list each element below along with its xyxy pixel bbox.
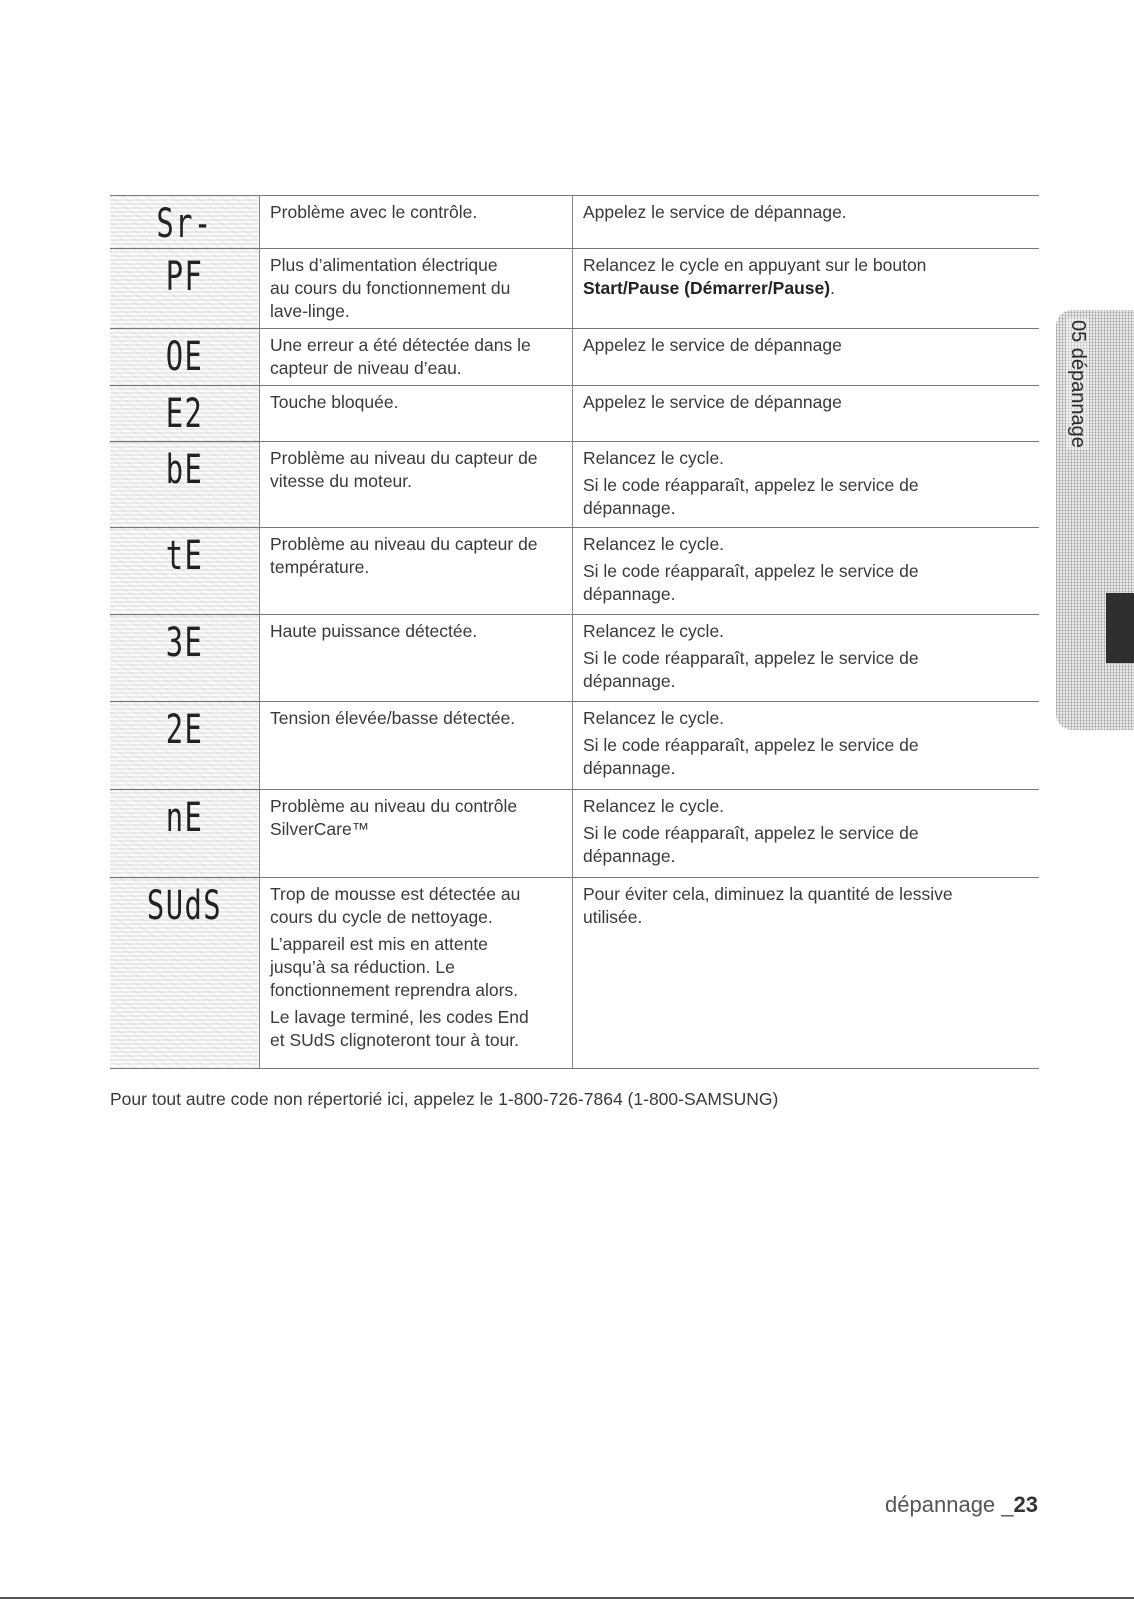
table-row bbox=[110, 878, 1039, 1069]
error-code-display: nE bbox=[110, 790, 260, 878]
table-row bbox=[110, 196, 1039, 249]
problem-description: Haute puissance détectée. bbox=[260, 615, 573, 702]
problem-description: Tension élevée/basse détectée. bbox=[260, 702, 573, 790]
table-row bbox=[110, 790, 1039, 878]
error-code-display: Sr- bbox=[110, 196, 260, 249]
table-row bbox=[110, 249, 1039, 329]
button-name: Start/Pause (Démarrer/Pause) bbox=[583, 278, 831, 298]
bottom-rule bbox=[0, 1597, 1134, 1599]
table-row bbox=[110, 702, 1039, 790]
error-code-display: bE bbox=[110, 442, 260, 528]
page-footer bbox=[885, 1492, 1038, 1518]
table-row bbox=[110, 442, 1039, 528]
problem-description: Problème au niveau du capteur de température. bbox=[260, 528, 573, 615]
error-code-display: PF bbox=[110, 249, 260, 329]
solution-description: Pour éviter cela, diminuez la quantité de lessive utilisée. bbox=[573, 878, 1040, 1069]
solution-description: Appelez le service de dépannage. bbox=[573, 196, 1040, 249]
solution-description: Relancez le cycle. Si le code réapparaît, appelez le service de dépannage. bbox=[573, 442, 1040, 528]
chapter-tab-marker bbox=[1106, 593, 1134, 663]
solution-description: Appelez le service de dépannage bbox=[573, 386, 1040, 442]
table-row bbox=[110, 528, 1039, 615]
solution-description: Relancez le cycle en appuyant sur le bouton Start/Pause (Démarrer/Pause). bbox=[573, 249, 1040, 329]
error-code-display: OE bbox=[110, 329, 260, 386]
error-code-display: 3E bbox=[110, 615, 260, 702]
problem-description: Plus d’alimentation électrique au cours du fonctionnement du lave-linge. bbox=[260, 249, 573, 329]
problem-description: Problème avec le contrôle. bbox=[260, 196, 573, 249]
problem-description: Touche bloquée. bbox=[260, 386, 573, 442]
error-code-display: 2E bbox=[110, 702, 260, 790]
problem-description: Trop de mousse est détectée au cours du cycle de nettoyage. L’appareil est mis en attente jusqu’à sa réduction. Le fonctionnement reprendra alors. Le lavage terminé, les codes End et SUdS clignoteront tour à tour. bbox=[260, 878, 573, 1069]
page-number: 23 bbox=[1013, 1492, 1038, 1517]
solution-description: Appelez le service de dépannage bbox=[573, 329, 1040, 386]
problem-description: Une erreur a été détectée dans le capteur de niveau d’eau. bbox=[260, 329, 573, 386]
page-footer-section: dépannage _ bbox=[885, 1492, 1014, 1517]
error-code-table bbox=[110, 195, 1039, 1069]
table-row bbox=[110, 615, 1039, 702]
solution-description: Relancez le cycle. Si le code réapparaît, appelez le service de dépannage. bbox=[573, 790, 1040, 878]
solution-description: Relancez le cycle. Si le code réapparaît, appelez le service de dépannage. bbox=[573, 615, 1040, 702]
problem-description: Problème au niveau du contrôle SilverCare™ bbox=[260, 790, 573, 878]
table-row bbox=[110, 386, 1039, 442]
chapter-tab bbox=[1056, 310, 1134, 730]
table-row bbox=[110, 329, 1039, 386]
error-code-display: E2 bbox=[110, 386, 260, 442]
chapter-tab-label: 05 dépannage bbox=[1067, 320, 1089, 448]
error-code-display: SUdS bbox=[110, 878, 260, 1069]
solution-description: Relancez le cycle. Si le code réapparaît, appelez le service de dépannage. bbox=[573, 528, 1040, 615]
problem-description: Problème au niveau du capteur de vitesse du moteur. bbox=[260, 442, 573, 528]
error-code-display: tE bbox=[110, 528, 260, 615]
solution-description: Relancez le cycle. Si le code réapparaît, appelez le service de dépannage. bbox=[573, 702, 1040, 790]
footnote: Pour tout autre code non répertorié ici, appelez le 1-800-726-7864 (1-800-SAMSUNG) bbox=[110, 1089, 779, 1109]
